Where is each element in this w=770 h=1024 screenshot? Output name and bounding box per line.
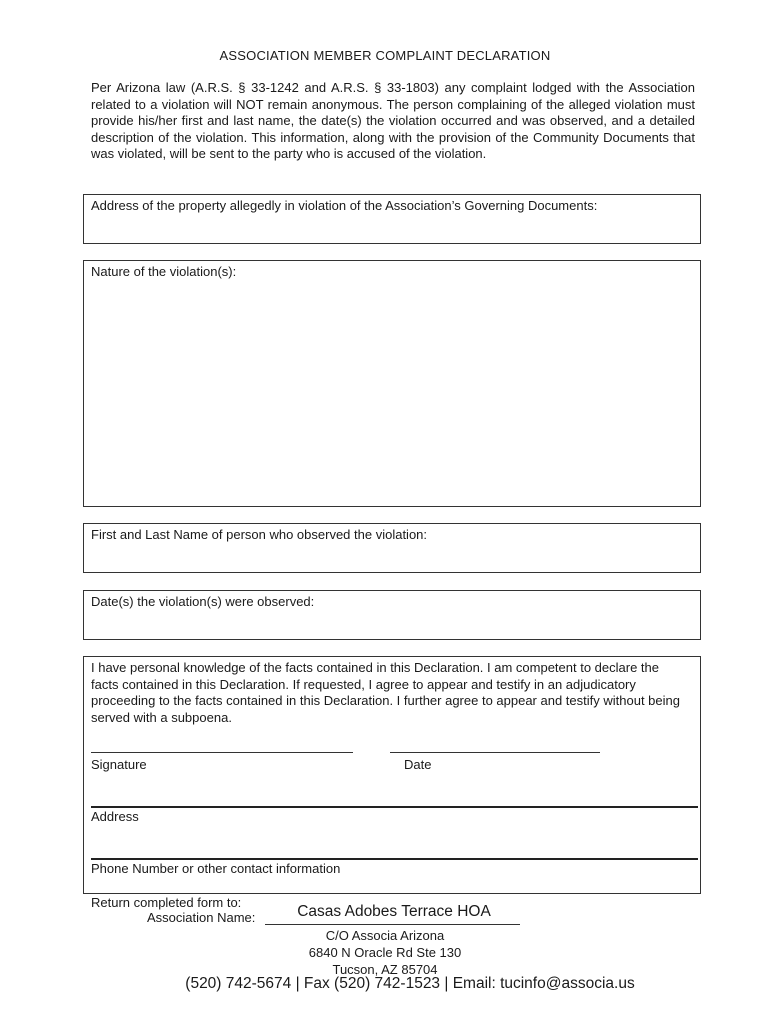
phone-label: Phone Number or other contact information [91, 861, 341, 876]
dates-observed-label: Date(s) the violation(s) were observed: [91, 594, 315, 609]
return-heading: Return completed form to: [91, 895, 242, 910]
form-title: ASSOCIATION MEMBER COMPLAINT DECLARATION [219, 48, 551, 63]
signature-line[interactable] [91, 752, 353, 753]
address-line[interactable] [91, 806, 698, 808]
care-of-line: C/O Associa Arizona [325, 928, 445, 943]
street-address: 6840 N Oracle Rd Ste 130 [308, 945, 462, 960]
observer-name-field[interactable] [83, 523, 701, 573]
declaration-text: I have personal knowledge of the facts contained in this Declaration. I am competent to declare the facts contained in this Declaration. If requested, I agree to appear and testify in an adjudicatory proceeding to the facts contained in this Declaration. I further agree to appear and testify without being served with a subpoena. [91, 660, 680, 725]
association-name-label: Association Name: [147, 910, 256, 925]
dates-observed-field[interactable] [83, 590, 701, 640]
signature-label: Signature [91, 757, 147, 772]
declaration-section [83, 656, 701, 894]
contact-info: (520) 742-5674 | Fax (520) 742-1523 | Email: tucinfo@associa.us [185, 975, 635, 992]
date-line[interactable] [390, 752, 600, 753]
property-address-field[interactable] [83, 194, 701, 244]
phone-line[interactable] [91, 858, 698, 860]
city-state-zip: Tucson, AZ 85704 [332, 962, 438, 977]
observer-name-label: First and Last Name of person who observed the violation: [91, 527, 428, 542]
date-label: Date [404, 757, 432, 772]
address-label: Address [91, 809, 139, 824]
association-name-line [265, 924, 520, 925]
property-address-label: Address of the property allegedly in violation of the Association’s Governing Documents: [91, 198, 598, 213]
intro-paragraph: Per Arizona law (A.R.S. § 33-1242 and A.R.S. § 33-1803) any complaint lodged with the Association related to a violation will NOT remain anonymous. The person complaining of the alleged violation must provide his/her first and last name, the date(s) the violation occurred and was observed, and a detailed description of the violation. This information, along with the provision of the Community Documents that was violated, will be sent to the party who is accused of the violation. [91, 80, 695, 161]
nature-of-violation-label: Nature of the violation(s): [91, 264, 237, 279]
association-name-value: Casas Adobes Terrace HOA [297, 903, 491, 920]
nature-of-violation-field[interactable] [83, 260, 701, 507]
